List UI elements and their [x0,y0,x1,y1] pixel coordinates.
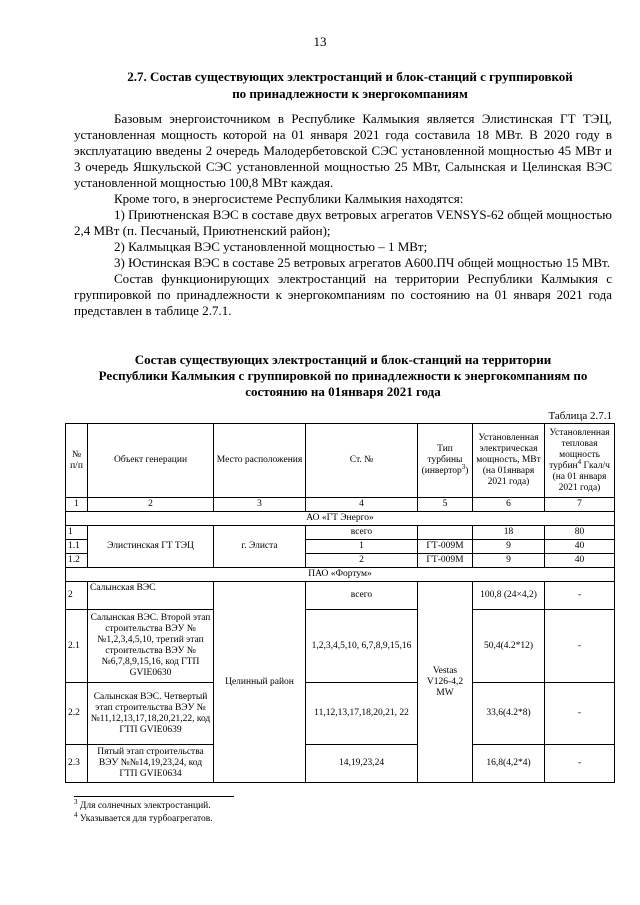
heat-capacity: 80 [545,526,615,540]
object-name: Салынская ВЭС. Четвертый этап строительства ВЭУ №№11,12,13,17,18,20,21,22, код ГТП GVIE0639 [88,683,214,745]
group-name: ПАО «Фортум» [66,568,615,582]
group-row [66,512,615,526]
el-capacity: 33,6(4.2*8) [473,683,545,745]
table-row [66,610,615,683]
heat-capacity: 40 [545,540,615,554]
row-num: 2.2 [66,683,88,745]
col-number: 6 [473,498,545,512]
paragraph: Базовым энергоисточником в Республике Калмыкия является Элистинская ГТ ТЭЦ, установленная мощность которой на 01 января 2021 года составила 18 МВт. В 2020 году в эксплуатацию введены 2 очередь Малодербетовской СЭС установленной мощностью 45 МВт и 3 очередь Яшкульской СЭС установленной мощностью 25 МВт, Салынская и Целинская ВЭС установленной мощностью 100,8 МВт каждая. [74,111,612,190]
row-num: 2 [66,582,88,610]
table-label: Таблица 2.7.1 [548,410,612,422]
col-number: 4 [306,498,418,512]
header-heat-text-b: Гкал/ч (на 01 января 2021 года) [552,460,610,493]
station-no: 1,2,3,4,5,10, 6,7,8,9,15,16 [306,610,418,683]
footnote-text: Указывается для турбоагрегатов. [77,814,213,824]
paragraph: Кроме того, в энергосистеме Республики Калмыкия находятся: [114,191,464,206]
location: Целинный район [214,582,306,783]
turbine-type [418,526,473,540]
column-number-row [66,498,615,512]
row-num: 1.1 [66,540,88,554]
paragraph: Состав функционирующих электростанций на территории Республики Калмыкия с группировкой по принадлежности к энергокомпаниям по состоянию на 01 января 2021 года представлен в таблице 2.7.1. [74,271,612,318]
table-title-line1: Состав существующих электростанций и блок-станций на территории [134,352,552,367]
station-no: всего [306,526,418,540]
header-turbine-close: ) [465,466,469,476]
body-text [74,111,612,319]
el-capacity: 18 [473,526,545,540]
table-row [66,745,615,783]
header-turbine-text: Тип турбины (инвертор [421,444,463,476]
station-no: 2 [306,554,418,568]
header-station-no: Ст. № [306,424,418,498]
section-title-line2: по принадлежности к энергокомпаниям [232,86,468,101]
row-num: 1.2 [66,554,88,568]
el-capacity: 9 [473,554,545,568]
col-number: 7 [545,498,615,512]
el-capacity: 16,8(4,2*4) [473,745,545,783]
col-number: 3 [214,498,306,512]
table-row [66,582,615,610]
footnote-text: Для солнечных электростанций. [77,801,211,811]
paragraph: 3) Юстинская ВЭС в составе 25 ветровых агрегатов А600.ПЧ общей мощностью 15 МВт. [114,255,611,270]
el-capacity: 9 [473,540,545,554]
object-name: Салынская ВЭС [88,582,214,610]
footnote [74,797,211,812]
group-name: АО «ГТ Энерго» [66,512,615,526]
col-number: 1 [66,498,88,512]
el-capacity: 50,4(4.2*12) [473,610,545,683]
station-no: 1 [306,540,418,554]
row-num: 2.3 [66,745,88,783]
table-header-row [66,424,615,498]
col-number: 2 [88,498,214,512]
header-heat-capacity [545,424,615,498]
turbine-type: ГТ-009М [418,554,473,568]
heat-capacity: - [545,745,615,783]
heat-capacity: 40 [545,554,615,568]
col-number: 5 [418,498,473,512]
section-title [80,68,620,102]
header-location: Место расположения [214,424,306,498]
header-heat-text-a: Установленная тепловая мощность турбин [549,427,610,471]
header-el-capacity: Установленная электрическая мощность, МВт (на 01января 2021 года) [473,424,545,498]
heat-capacity: - [545,610,615,683]
power-plants-table [65,423,615,783]
footnote-ref-4: 4 [577,457,582,466]
page-number: 13 [313,34,327,49]
object-name: Пятый этап строительства ВЭУ №№14,19,23,24, код ГТП GVIE0634 [88,745,214,783]
object-name: Салынская ВЭС. Второй этап строительства ВЭУ №№1,2,3,4,5,10, третий этап строительства ВЭУ №№6,7,8,9,15,16, код ГТП GVIE0630 [88,610,214,683]
row-num: 2.1 [66,610,88,683]
footnote-divider [74,796,234,797]
footnote-ref-3: 3 [461,462,466,471]
header-turbine-type [418,424,473,498]
section-title-line1: 2.7. Состав существующих электростанций и блок-станций с группировкой [127,69,573,84]
header-object: Объект генерации [88,424,214,498]
station-no: всего [306,582,418,610]
table-title-line2: Республики Калмыкия с группировкой по принадлежности к энергокомпаниям по [98,368,588,383]
location: г. Элиста [214,526,306,568]
table-row [66,526,615,540]
paragraph: 2) Калмыцкая ВЭС установленной мощностью – 1 МВт; [114,239,428,254]
turbine-type: Vestas V126-4,2 MW [418,582,473,783]
footnote-mark: 4 [74,810,78,819]
footnote [74,810,213,825]
table-row [66,683,615,745]
el-capacity: 100,8 (24×4,2) [473,582,545,610]
station-no: 11,12,13,17,18,20,21, 22 [306,683,418,745]
row-num: 1 [66,526,88,540]
station-no: 14,19,23,24 [306,745,418,783]
table-title [74,352,612,400]
turbine-type: ГТ-009М [418,540,473,554]
heat-capacity: - [545,582,615,610]
group-row [66,568,615,582]
table-title-line3: состоянию на 01января 2021 года [245,384,441,399]
object-name: Элистинская ГТ ТЭЦ [88,526,214,568]
paragraph: 1) Приютненская ВЭС в составе двух ветровых агрегатов VENSYS-62 общей мощностью 2,4 МВт (п. Песчаный, Приютненский район); [74,207,612,238]
footnote-mark: 3 [74,797,78,806]
header-num: № п/п [66,424,88,498]
heat-capacity: - [545,683,615,745]
